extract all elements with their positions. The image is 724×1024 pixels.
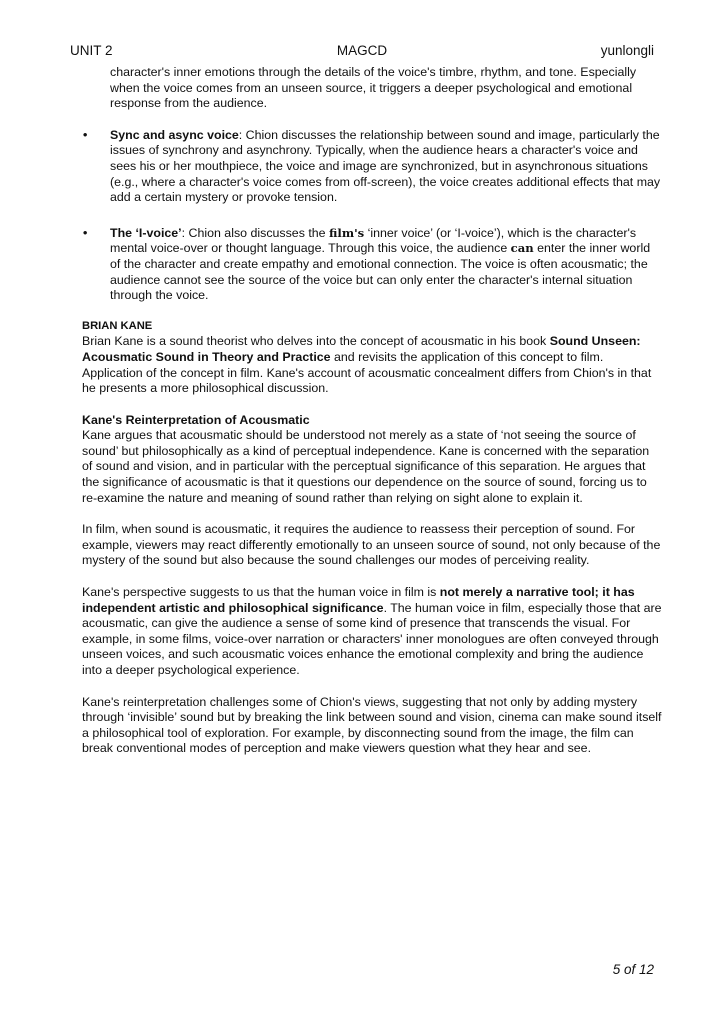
kane-intro-b: and revisits the application of this concept to film. Application of the concept in film. Kane's account of acousmatic concealment differs from Chion's in that he presents a more philosophical discussion. bbox=[82, 349, 652, 396]
bullet-text bbox=[110, 128, 662, 206]
page-header bbox=[70, 42, 654, 60]
para3-a: Kane's perspective suggests to us that the human voice in film is bbox=[82, 585, 440, 600]
book-title: Sound Unseen: Acousmatic Sound in Theory and Practice bbox=[82, 334, 641, 364]
bullet-text bbox=[110, 226, 662, 304]
section-heading: BRIAN KANE bbox=[82, 319, 153, 332]
bullet-title: The ‘I-voice’ bbox=[110, 225, 182, 240]
bullet-marker: • bbox=[83, 127, 88, 142]
bullet-marker: • bbox=[83, 225, 88, 240]
paragraph-4: Kane's reinterpretation challenges some of Chion's views, suggesting that not only by adding mystery through ‘invisible’ sound but by breaking the link between sound and vision, cinema can make sound itself a philosophical tool of exploration. For example, by disconnecting sound from the image, the film can break conventional modes of perception and make viewers question what they hear and see. bbox=[82, 694, 662, 756]
header-author: yunlongli bbox=[600, 43, 654, 58]
subheading: Kane's Reinterpretation of Acousmatic bbox=[82, 412, 310, 427]
can-word: can bbox=[510, 241, 534, 256]
para3-b: . The human voice in film, especially those that are acousmatic, can give the audience a sense of some kind of presence that transcends the visual. For example, in some films, voice-over narration or characters' inner monologues are often conveyed through unseen voices, and such acousmatic voices enhance the emotional complexity and bring the audience into a deeper psychological experience. bbox=[82, 600, 662, 677]
header-course: MAGCD bbox=[336, 43, 388, 58]
page-body bbox=[82, 65, 662, 757]
para3-emphasis: not merely a narrative tool; it has independent artistic and philosophical significance bbox=[82, 585, 635, 615]
bullet-body-b: ‘inner voice’ (or ‘I-voice’), which is the character's mental voice-over or thought language. Through this voice, the audience bbox=[110, 225, 637, 256]
bullet-body: : Chion discusses the relationship between sound and image, particularly the issues of synchrony and asynchrony. Typically, when the audience hears a character's voice and sees his or her mouthpiece, the voice and image are synchronized, but in asynchronous situations (e.g., where a character's voice comes from off-screen), the voice creates additional effects that may add a certain mystery or provoke tension. bbox=[110, 127, 661, 205]
paragraph-2: In film, when sound is acousmatic, it requires the audience to reassess their perception of sound. For example, viewers may react differently emotionally to an unseen source of sound, not only because of the mystery of the sound but also because the sound challenges our modes of perceiving reality. bbox=[82, 522, 661, 568]
header-unit: UNIT 2 bbox=[70, 43, 113, 58]
bullet-sync-async bbox=[82, 128, 662, 206]
paragraph-3 bbox=[82, 585, 662, 679]
bullet-body-a: : Chion also discusses the bbox=[181, 225, 329, 240]
kane-intro-paragraph bbox=[82, 334, 662, 396]
film-word: film's bbox=[329, 225, 365, 240]
paragraph-1: Kane argues that acousmatic should be understood not merely as a state of ‘not seeing the source of sound’ but philosophically as a kind of perceptual independence. Kane is concerned with the separation of sound and vision, and in particular with the perceptual significance of this separation. He argues that the significance of acousmatic is that it questions our dependence on the source of sound, forcing us to re-examine the nature and meaning of sound rather than relying on sight alone to explain it. bbox=[82, 428, 650, 505]
kane-intro-a: Brian Kane is a sound theorist who delves into the concept of acousmatic in his book bbox=[82, 334, 550, 349]
bullet-title: Sync and async voice bbox=[110, 127, 239, 142]
page-number: 5 of 12 bbox=[612, 962, 654, 977]
continued-paragraph: character's inner emotions through the details of the voice's timbre, rhythm, and tone. Especially when the voice comes from an unseen source, it triggers a deeper psychological and emotional response from the audience. bbox=[110, 65, 637, 111]
bullet-i-voice bbox=[82, 226, 662, 304]
bullet-body-c: enter the inner world of the character and create empathy and emotional connection. The voice is often acousmatic; the audience cannot see the source of the voice but can only enter the character's internal situation through the voice. bbox=[110, 241, 651, 303]
